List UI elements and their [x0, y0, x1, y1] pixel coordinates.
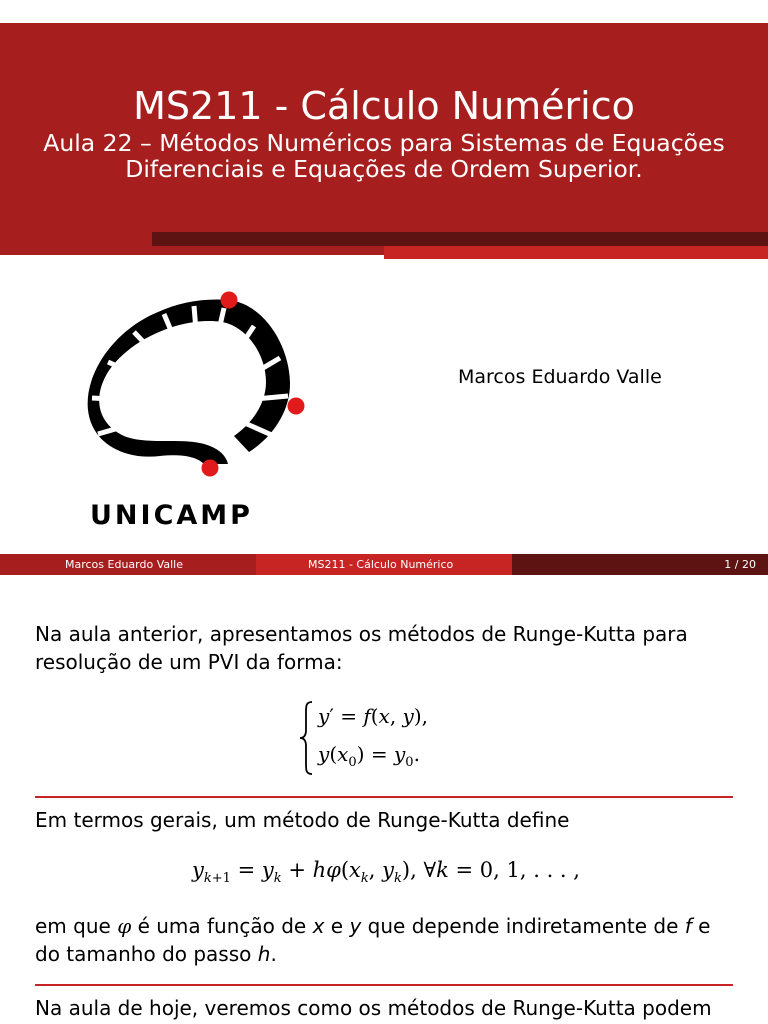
unicamp-emblem-icon	[88, 292, 305, 477]
subtitle-line-1: Aula 22 – Métodos Numéricos para Sistemas de Equações	[43, 129, 725, 157]
paragraph-3	[35, 912, 735, 968]
footer-course	[256, 554, 512, 575]
paragraph-2: Em termos gerais, um método de Runge-Kutta define	[35, 808, 570, 832]
title-band-red-strip	[384, 246, 768, 259]
footer-page-number: 1 / 20	[724, 558, 756, 571]
unicamp-logo	[84, 286, 314, 536]
pvi-system-equation	[298, 700, 498, 776]
paragraph-4: Na aula de hoje, veremos como os métodos de Runge-Kutta podem	[35, 996, 712, 1020]
footer-page	[512, 554, 768, 575]
runge-kutta-equation: $y_{k+1} = y_k + h\varphi(x_k$, $y_k$), ∀k = 0, 1, . . . ,	[192, 858, 580, 887]
paragraph-3-line-1: em que φ é uma função de x e y que depende indiretamente de f e	[35, 914, 711, 938]
paragraph-3-line-2: do tamanho do passo h.	[35, 942, 277, 966]
paragraph-1-line-1: Na aula anterior, apresentamos os métodos de Runge-Kutta para	[35, 622, 688, 646]
footer-author-text: Marcos Eduardo Valle	[65, 558, 183, 571]
title-band-dark-strip	[152, 232, 768, 246]
paragraph-1-line-2: resolução de um PVI da forma:	[35, 650, 343, 674]
slide-subtitle	[0, 130, 768, 182]
pvi-equation-1: y′ = f(x, y),	[318, 704, 429, 728]
pvi-equation-2: $y(x_0) = y_0$.	[318, 742, 420, 770]
paragraph-1	[35, 620, 735, 676]
section-divider-1	[35, 796, 733, 798]
unicamp-wordmark: UNICAMP	[90, 500, 253, 531]
section-divider-2	[35, 984, 733, 986]
footer-author	[0, 554, 256, 575]
author-name: Marcos Eduardo Valle	[458, 366, 662, 388]
subtitle-line-2: Diferenciais e Equações de Ordem Superior.	[125, 155, 643, 183]
left-brace-icon	[298, 700, 314, 776]
slide-title: MS211 - Cálculo Numérico	[133, 84, 635, 128]
footer-course-text: MS211 - Cálculo Numérico	[308, 558, 454, 571]
